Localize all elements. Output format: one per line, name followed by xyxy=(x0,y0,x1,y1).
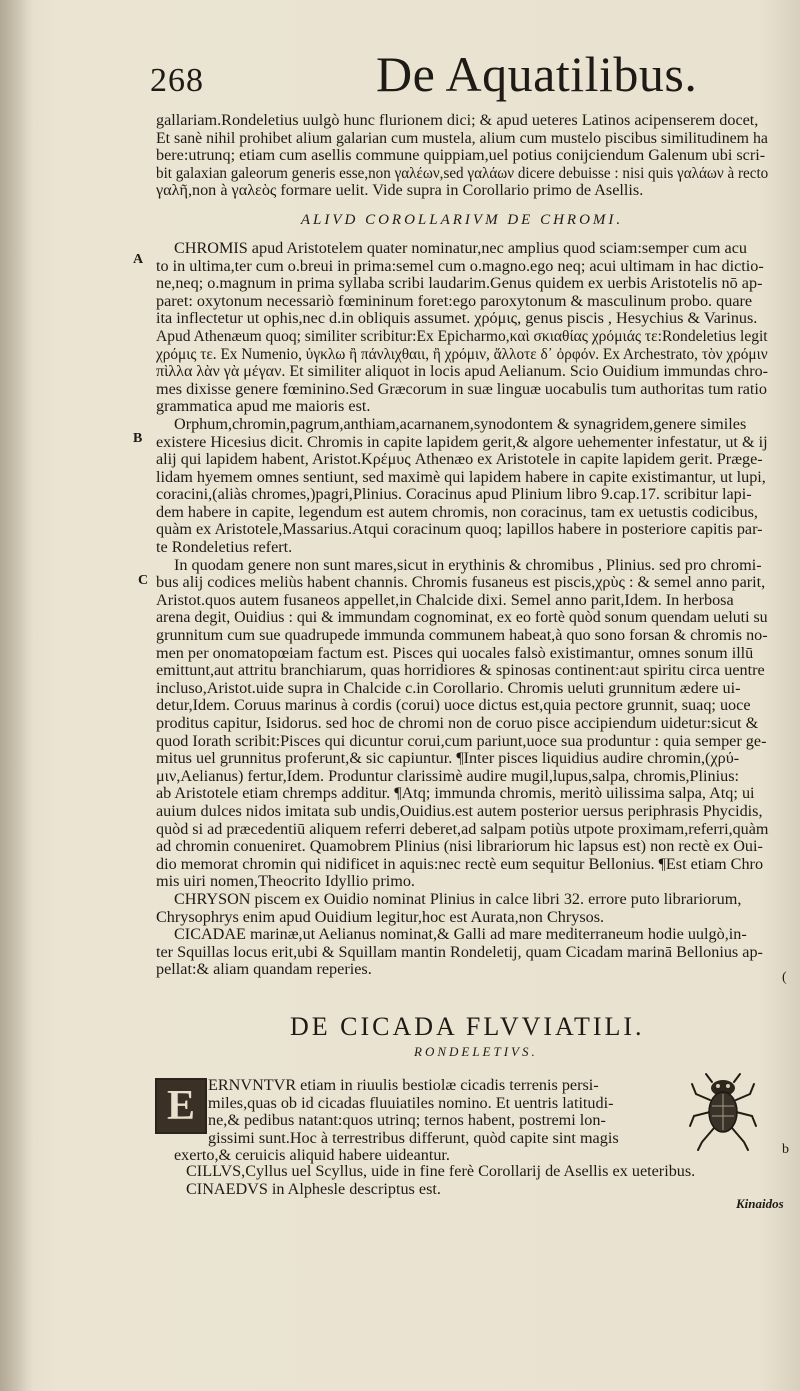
text-line: arena degit, Ouidius : qui & immundam cognominat, ex eo fortè quòd sonum quendam ueluti su xyxy=(156,608,768,627)
drop-cap-letter: E xyxy=(166,1083,195,1129)
closing-entries xyxy=(186,1163,776,1198)
cicada-woodcut-icon xyxy=(688,1072,758,1152)
text-line: ab Aristotele etiam chremps additur. ¶Atq; immunda chromis, meritò uilissima salpa, Atq; ui xyxy=(156,785,755,803)
text-line: emittunt,aut attritu branchiarum, quas horridiores & spinosas continent:aut spiritu circa uentre xyxy=(156,662,765,680)
marginal-note: Kinaidos xyxy=(736,1196,784,1211)
text-line: CINAEDVS in Alphesle descriptus est. xyxy=(186,1180,441,1198)
text-line: miles,quas ob id cicadas fluuiatiles nomino. Et uentris latitudi- xyxy=(208,1094,614,1112)
text-line: CILLVS,Cyllus uel Scyllus, uide in fine ferè Corollarij de Asellis ex ueteribus. xyxy=(186,1163,696,1180)
text-line: Apud Athenæum quoq; similiter scribitur:Ex Epicharmo,καὶ σκιαθίας χρόμιάς τε:Rondeletius legit xyxy=(156,326,768,345)
text-line: CHRYSON piscem ex Ouidio nominat Plinius in calce libri 32. errore puto librariorum, xyxy=(174,890,742,908)
text-line: Aristot.quos autem fusaneos appellet,in Chalcide dixi. Semel anno parit,Idem. In herbosa xyxy=(156,591,734,609)
text-line: CICADAE marinæ,ut Aelianus nominat,& Galli ad mare mediterraneum hodie uulgò,in- xyxy=(174,926,747,944)
text-line: CHROMIS apud Aristotelem quater nominatur,nec amplius quod sciam:semper cum acu xyxy=(174,239,747,257)
page-number: 268 xyxy=(150,62,204,99)
text-line: γαλῆ,non à γαλεὸς formare uelit. Vide supra in Corollario primo de Asellis. xyxy=(156,182,644,200)
text-line: auium dulces nidos imitata sub undis,Ouidius.est autem posterior uersus periphrasis Phycidis, xyxy=(156,802,763,820)
text-line: detur,Idem. Coruus marinus à cordis (corui) uoce dictus est,quia pectore grunnit, suaq; uoce xyxy=(156,697,751,715)
text-line: πὶλλα λὰν γὰ μέγαν. Et similiter aliquot in locis apud Aelianum. Scio Ouidium immundas chro- xyxy=(156,362,768,381)
text-line: gallariam.Rondeletius uulgò hunc flurionem dici; & apud ueteres Latinos acipenserem docet, xyxy=(156,112,759,129)
text-line: Chrysophrys enim apud Ouidium legitur,hoc est Aurata,non Chrysos. xyxy=(156,908,605,926)
text-line: ne,& pedibus natant:quos utrinq; ternos habent, postremi lon- xyxy=(208,1112,606,1130)
running-head: De Aquatilibus. xyxy=(376,46,698,102)
text-line: paret: oxytonum necessariò fœmininum foret:ego paroxytonum & masculinum probo. quare xyxy=(156,292,753,310)
text-line: proditus capitur, Isidorus. sed hoc de chromi non de coruo pisce accipiendum uidetur:sicut & xyxy=(156,715,759,732)
text-line: coracini,(aliàs chromes,)pagri,Plinius. Coracinus apud Plinium libro 9.cap.17. scribitur lapi- xyxy=(156,486,752,504)
text-line: men per onomatopœiam factum est. Pisces qui uocales falsò existimantur, omnes sonum illū xyxy=(156,644,754,662)
text-line: bus alij codices meliùs habent channis. Chromis fusaneus est piscis,χρὺς : & semel anno parit, xyxy=(156,574,766,592)
text-line: mis uiri nomen,Theocrito Idyllio primo. xyxy=(156,873,415,891)
margin-letter-c: C xyxy=(138,573,149,588)
text-line: to in ultima,ter cum o.breui in prima:semel cum o.magno.ego neq; acui ultimam in hac dictio- xyxy=(156,257,764,275)
text-line: incluso,Aristot.uide supra in Chalcide c.in Corollario. Chromis ueluti grunnitum ædere ui- xyxy=(156,679,741,697)
text-line: Orphum,chromin,pagrum,anthiam,acarnanem,synodontem & synagridem,genere similes xyxy=(174,415,747,433)
margin-mark: b xyxy=(782,1142,789,1157)
cicada-paragraph xyxy=(208,1077,678,1147)
text-line: quòd si ad præcedentiū aliquem referri deberet,ad salpam potiùs utpote proximam,referri,quàm xyxy=(156,819,769,838)
text-line: mes dixisse genere fœminino.Sed Græcorum in suæ linguæ uocabulis tum authoritas tum ratio xyxy=(156,380,767,398)
text-line: lidam hyemem omnes sentiunt, sed maximè qui lapidem habere in capite existimantur, ut lupi, xyxy=(156,468,766,486)
margin-letter-a: A xyxy=(133,252,144,267)
corollary-heading: ALIVD COROLLARIVM DE CHROMI. xyxy=(300,211,624,228)
drop-cap xyxy=(155,1078,207,1134)
text-line: grunnitum cum sue quadrupede immunda communem habeat,à quo sono forsan & chromis no- xyxy=(156,626,768,645)
margin-mark: ( xyxy=(782,970,787,985)
text-line: ita inflectetur ut ophis,nec d.in obliquis assumet. χρόμις, genus piscis , Hesychius & Varinus. xyxy=(156,310,758,328)
text-line: gissimi sunt.Hoc à terrestribus differunt, quòd capite sint magis xyxy=(208,1129,619,1147)
text-line: ERNVNTVR etiam in riuulis bestiolæ cicadis terrenis persi- xyxy=(208,1077,599,1094)
main-text-block xyxy=(156,112,768,979)
text-line: In quodam genere non sunt mares,sicut in erythinis & chromibus , Plinius. sed pro chromi- xyxy=(174,556,762,574)
text-line: mitus uel grunnitus proferunt,& sic capiuntur. ¶Inter pisces liquidius audire chromin,(χρύ- xyxy=(156,750,740,768)
section-title: DE CICADA FLVVIATILI. xyxy=(290,1012,645,1041)
text-line: te Rondeletius refert. xyxy=(156,539,293,557)
text-line: alij qui lapidem habent, Aristot.Κρέμυς Athenæo ex Aristotele in capite lapidem gerit. Præge- xyxy=(156,451,763,469)
margin-letter-b: B xyxy=(133,431,143,446)
text-line: existere Hicesius dicit. Chromis in capite lapidem gerit,& algore uehementer infestatur, ut & ij xyxy=(156,433,768,451)
text-line: ad chromin conueniret. Quamobrem Plinius (nisi librariorum hic lapsus est) non rectè ex Oui- xyxy=(156,838,763,856)
text-line: χρόμις τε. Ex Numenio, ὑγκλω ἢ πάνλιχθαιι, ἢ χρόμιν, ἄλλοτε δ᾽ ὀρφόν. Ex Archestrato, τὸν χρόμιν xyxy=(156,344,768,363)
text-line: bere:utrunq; etiam cum asellis commune quippiam,uel potius conijciendum Galenum ubi scri- xyxy=(156,147,766,165)
text-line: ne,neq; o.magnum in prima syllaba scribi laudarim.Genus quidem ex uerbis Aristotelis nō ap- xyxy=(156,275,763,293)
text-line: dem habere in capite, legendum est autem chromis, non coracinus, tam ex uetustis codicibus, xyxy=(156,503,758,521)
text-line: bit galaxian galeorum generis esse,non γαλέων,sed γαλάων dicere debuisse : nisi quis γαλάων à recto xyxy=(156,163,769,182)
text-line: exerto,& ceruicis aliquid habere uideantur. xyxy=(174,1147,450,1164)
text-line: Et sanè nihil prohibet alium galarian cum mustela, alium cum mustelo piscibus similitudinem ha xyxy=(156,128,768,147)
text-line: ter Squillas locus erit,ubi & Squillam mantin Rondeletij, quam Cicadam marinā Bellonius ap- xyxy=(156,943,763,961)
gutter-shadow xyxy=(0,0,34,1391)
text-line: grammatica apud me maioris est. xyxy=(156,398,371,416)
text-line: μιν,Aelianus) fertur,Idem. Produntur clarissimè audire mugil,lupus,salpa, chromis,Plinius: xyxy=(156,767,740,785)
section-author: RONDELETIVS. xyxy=(414,1044,538,1059)
text-line: pellat:& aliam quandam reperies. xyxy=(156,961,372,979)
text-line: quod Iorath scribit:Pisces qui dicuntur corui,cum pariunt,uoce sua produntur : quia semper ge- xyxy=(156,732,767,750)
text-line: quàm ex Aristotele,Massarius.Atqui coracinum quoq; lapillos habere in posteriore capitis par- xyxy=(156,521,763,539)
text-line: dio memorat chromin qui nidificet in aquis:nec rectè eum sequitur Bellonius. ¶Est etiam Chro xyxy=(156,855,764,873)
